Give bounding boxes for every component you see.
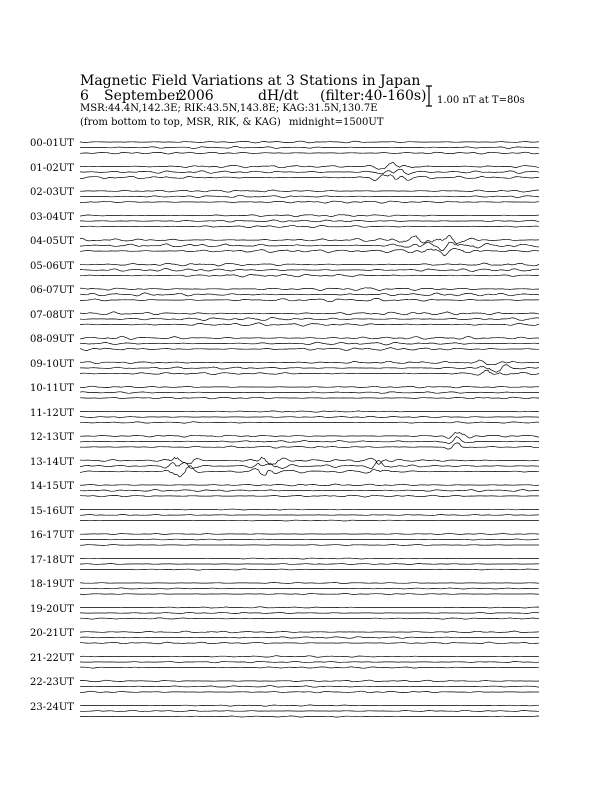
trace-msr-18-19ut xyxy=(80,593,539,594)
trace-kag-10-11ut xyxy=(80,386,539,388)
trace-order-note: (from bottom to top, MSR, RIK, & KAG) xyxy=(80,117,281,128)
trace-msr-09-10ut xyxy=(80,370,539,375)
trace-msr-06-07ut xyxy=(80,299,539,302)
trace-kag-17-18ut xyxy=(80,558,539,559)
hour-label: 01-02UT xyxy=(30,162,74,174)
trace-msr-15-16ut xyxy=(80,520,539,521)
trace-rik-20-21ut xyxy=(80,637,539,639)
hour-label: 05-06UT xyxy=(30,260,74,272)
trace-rik-17-18ut xyxy=(80,564,539,565)
trace-kag-22-23ut xyxy=(80,680,539,682)
hour-label: 02-03UT xyxy=(30,187,74,198)
trace-rik-13-14ut xyxy=(80,461,539,469)
trace-msr-08-09ut xyxy=(80,348,539,351)
trace-msr-10-11ut xyxy=(80,397,539,399)
trace-msr-03-04ut xyxy=(80,225,539,227)
trace-kag-08-09ut xyxy=(80,336,539,339)
trace-kag-16-17ut xyxy=(80,534,539,535)
scale-bar xyxy=(426,86,432,106)
hour-label: 19-20UT xyxy=(30,603,74,615)
trace-rik-00-01ut xyxy=(80,147,539,149)
trace-kag-20-21ut xyxy=(80,631,539,633)
midnight-note: midnight=1500UT xyxy=(289,117,384,128)
stations-info: MSR:44.4N,142.3E; RIK:43.5N,143.8E; KAG:31.5N,130.7E xyxy=(80,103,378,114)
trace-rik-09-10ut xyxy=(80,365,539,372)
trace-msr-12-13ut xyxy=(80,443,539,449)
hour-label: 09-10UT xyxy=(30,358,74,370)
trace-msr-13-14ut xyxy=(80,466,539,477)
trace-kag-18-19ut xyxy=(80,583,539,584)
hour-label: 11-12UT xyxy=(30,407,74,419)
trace-msr-23-24ut xyxy=(80,716,539,717)
hour-label: 03-04UT xyxy=(30,211,74,223)
hour-label: 06-07UT xyxy=(30,285,74,296)
trace-kag-23-24ut xyxy=(80,705,539,706)
hour-label: 00-01UT xyxy=(30,138,74,149)
trace-msr-00-01ut xyxy=(80,152,539,154)
trace-rik-16-17ut xyxy=(80,539,539,540)
hour-label: 17-18UT xyxy=(30,554,74,566)
trace-msr-16-17ut xyxy=(80,545,539,546)
trace-msr-01-02ut xyxy=(80,175,539,181)
trace-kag-03-04ut xyxy=(80,215,539,217)
trace-msr-14-15ut xyxy=(80,495,539,497)
trace-kag-14-15ut xyxy=(80,484,539,486)
trace-rik-18-19ut xyxy=(80,588,539,589)
trace-kag-13-14ut xyxy=(80,457,539,464)
hour-label: 14-15UT xyxy=(30,481,74,492)
hour-label: 16-17UT xyxy=(30,530,74,541)
trace-msr-22-23ut xyxy=(80,691,539,693)
trace-rik-01-02ut xyxy=(80,169,539,174)
trace-kag-15-16ut xyxy=(80,509,539,510)
trace-kag-06-07ut xyxy=(80,288,539,291)
trace-kag-19-20ut xyxy=(80,607,539,608)
date-month: September xyxy=(104,88,182,104)
trace-kag-09-10ut xyxy=(80,360,539,365)
filter-label: (filter:40-160s) xyxy=(320,88,427,104)
trace-rik-22-23ut xyxy=(80,686,539,688)
trace-kag-07-08ut xyxy=(80,312,539,315)
trace-kag-00-01ut xyxy=(80,141,539,143)
trace-msr-11-12ut xyxy=(80,422,539,423)
trace-rik-11-12ut xyxy=(80,416,539,417)
hour-label: 23-24UT xyxy=(30,701,74,713)
hour-label: 10-11UT xyxy=(30,383,74,394)
hour-label: 15-16UT xyxy=(30,505,74,517)
trace-msr-19-20ut xyxy=(80,618,539,619)
chart-title: Magnetic Field Variations at 3 Stations in Japan xyxy=(80,73,421,89)
hour-label: 20-21UT xyxy=(30,628,74,639)
hour-label: 08-09UT xyxy=(30,334,74,345)
hour-label: 18-19UT xyxy=(30,579,74,590)
hour-label: 07-08UT xyxy=(30,309,74,321)
hour-label: 13-14UT xyxy=(30,456,74,468)
trace-msr-17-18ut xyxy=(80,569,539,570)
quantity-label: dH/dt xyxy=(258,88,299,104)
trace-rik-05-06ut xyxy=(80,269,539,272)
trace-rik-06-07ut xyxy=(80,293,539,296)
trace-kag-12-13ut xyxy=(80,433,539,439)
trace-rik-14-15ut xyxy=(80,490,539,492)
trace-kag-11-12ut xyxy=(80,411,539,412)
trace-kag-02-03ut xyxy=(80,190,539,192)
trace-msr-02-03ut xyxy=(80,201,539,203)
trace-rik-04-05ut xyxy=(80,242,539,251)
trace-kag-04-05ut xyxy=(80,235,539,244)
date-day: 6 xyxy=(80,88,89,104)
trace-kag-05-06ut xyxy=(80,263,539,266)
trace-rik-03-04ut xyxy=(80,220,539,222)
hour-label: 22-23UT xyxy=(30,677,74,688)
hour-label: 12-13UT xyxy=(30,432,74,443)
trace-kag-21-22ut xyxy=(80,656,539,658)
trace-rik-23-24ut xyxy=(80,710,539,711)
date-year: 2006 xyxy=(178,88,214,104)
trace-rik-19-20ut xyxy=(80,612,539,613)
trace-msr-05-06ut xyxy=(80,274,539,277)
trace-rik-21-22ut xyxy=(80,661,539,663)
trace-rik-12-13ut xyxy=(80,437,539,444)
trace-kag-01-02ut xyxy=(80,162,539,169)
scale-bar-label: 1.00 nT at T=80s xyxy=(437,95,525,106)
trace-rik-15-16ut xyxy=(80,514,539,515)
trace-msr-04-05ut xyxy=(80,249,539,256)
trace-rik-07-08ut xyxy=(80,318,539,321)
trace-rik-08-09ut xyxy=(80,342,539,345)
hour-label: 21-22UT xyxy=(30,652,74,664)
trace-rik-10-11ut xyxy=(80,392,539,394)
trace-msr-20-21ut xyxy=(80,642,539,644)
trace-msr-21-22ut xyxy=(80,667,539,668)
trace-rik-02-03ut xyxy=(80,195,539,197)
hour-label: 04-05UT xyxy=(30,236,74,247)
trace-msr-07-08ut xyxy=(80,323,539,326)
